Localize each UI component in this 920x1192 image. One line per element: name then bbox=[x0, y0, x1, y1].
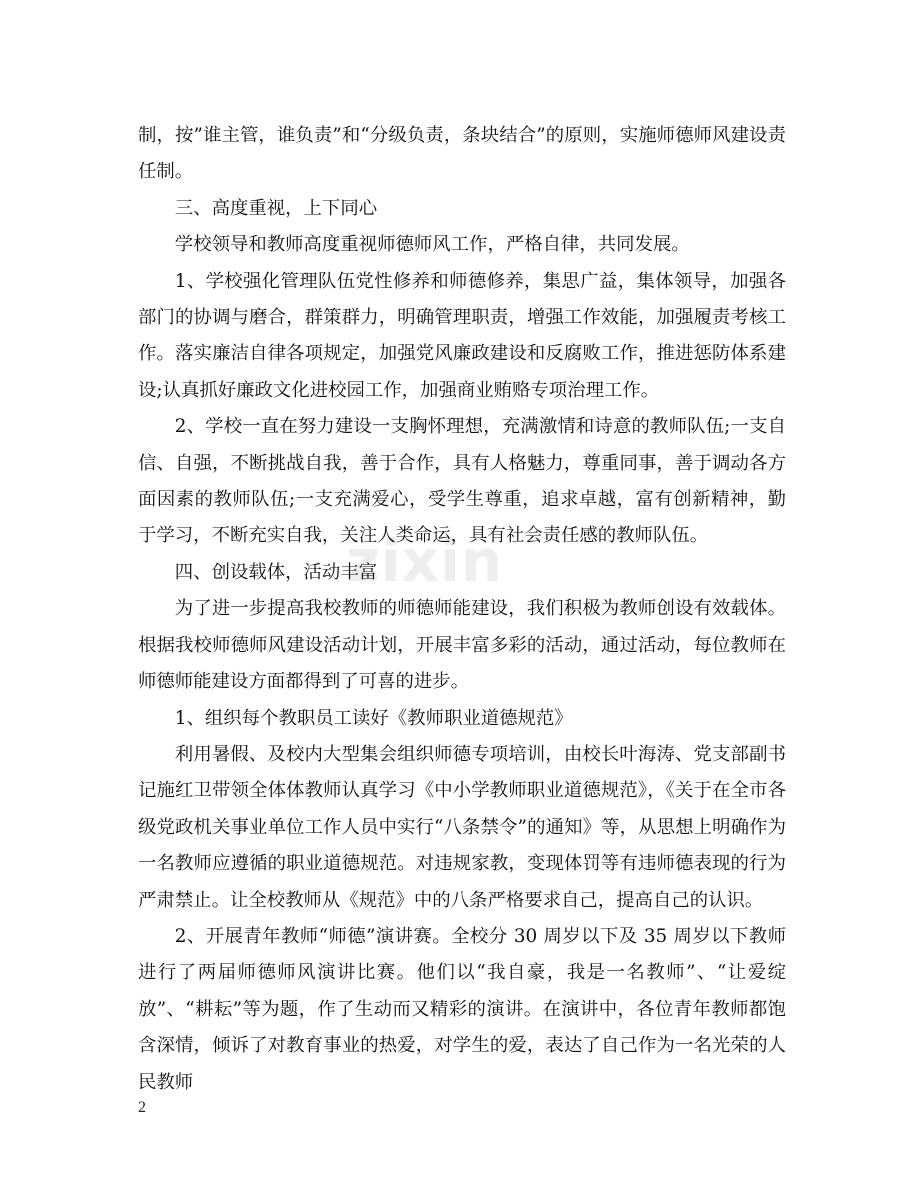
paragraph-5: 为了进一步提高我校教师的师德师能建设，我们积极为教师创设有效载体。根据我校师德师风建设活动计划，开展丰富多彩的活动，通过活动，每位教师在师德师能建设方面都得到了可喜的进步。 bbox=[138, 598, 786, 693]
paragraph-7: 2、开展青年教师“师德”演讲赛。全校分 30 周岁以下及 35 周岁以下教师进行了两届师德师风演讲比赛。他们以“我自豪，我是一名教师”、“让爱绽放”、“耕耘”等为题，作了生动而又精彩的演讲。在演讲中，各位青年教师都饱含深情，倾诉了对教育事业的热爱，对学生的爱，表达了自己作为一名光荣的人民教师 bbox=[138, 925, 786, 1093]
page-number: 2 bbox=[138, 1099, 146, 1116]
paragraph-1: 制，按”谁主管，谁负责”和“分级负责，条块结合”的原则，实施师德师风建设责任制。 bbox=[138, 125, 786, 183]
subheading-1: 1、组织每个教职员工读好《教师职业道德规范》 bbox=[174, 707, 573, 729]
paragraph-2: 学校领导和教师高度重视师德师风工作，严格自律，共同发展。 bbox=[174, 234, 690, 256]
paragraph-6: 利用暑假、及校内大型集会组织师德专项培训，由校长叶海涛、党支部副书记施红卫带领全体体教师认真学习《中小学教师职业道德规范》，《关于在全市各级党政机关事业单位工作人员中实行“八条禁令”的通知》等，从思想上明确作为一名教师应遵循的职业道德规范。对违规家教，变现体罚等有违师德表现的行为严肃禁止。让全校教师从《规范》中的八条严格要求自己，提高自己的认识。 bbox=[138, 743, 786, 911]
document-body bbox=[138, 118, 786, 1101]
section-heading-4: 四、创设载体，活动丰富 bbox=[174, 561, 378, 583]
section-heading-3: 三、高度重视，上下同心 bbox=[174, 197, 378, 219]
paragraph-4: 2、学校一直在努力建设一支胸怀理想，充满激情和诗意的教师队伍;一支自信、自强，不断挑战自我，善于合作，具有人格魅力，尊重同事，善于调动各方面因素的教师队伍;一支充满爱心，受学生尊重，追求卓越，富有创新精神，勤于学习，不断充实自我，关注人类命运，具有社会责任感的教师队伍。 bbox=[138, 416, 786, 547]
paragraph-3: 1、学校强化管理队伍党性修养和师德修养，集思广益，集体领导，加强各部门的协调与磨合，群策群力，明确管理职责，增强工作效能，加强履责考核工作。落实廉洁自律各项规定，加强党风廉政建设和反腐败工作，推进惩防体系建设;认真抓好廉政文化进校园工作，加强商业贿赂专项治理工作。 bbox=[138, 270, 786, 401]
watermark: zixin bbox=[346, 527, 504, 595]
